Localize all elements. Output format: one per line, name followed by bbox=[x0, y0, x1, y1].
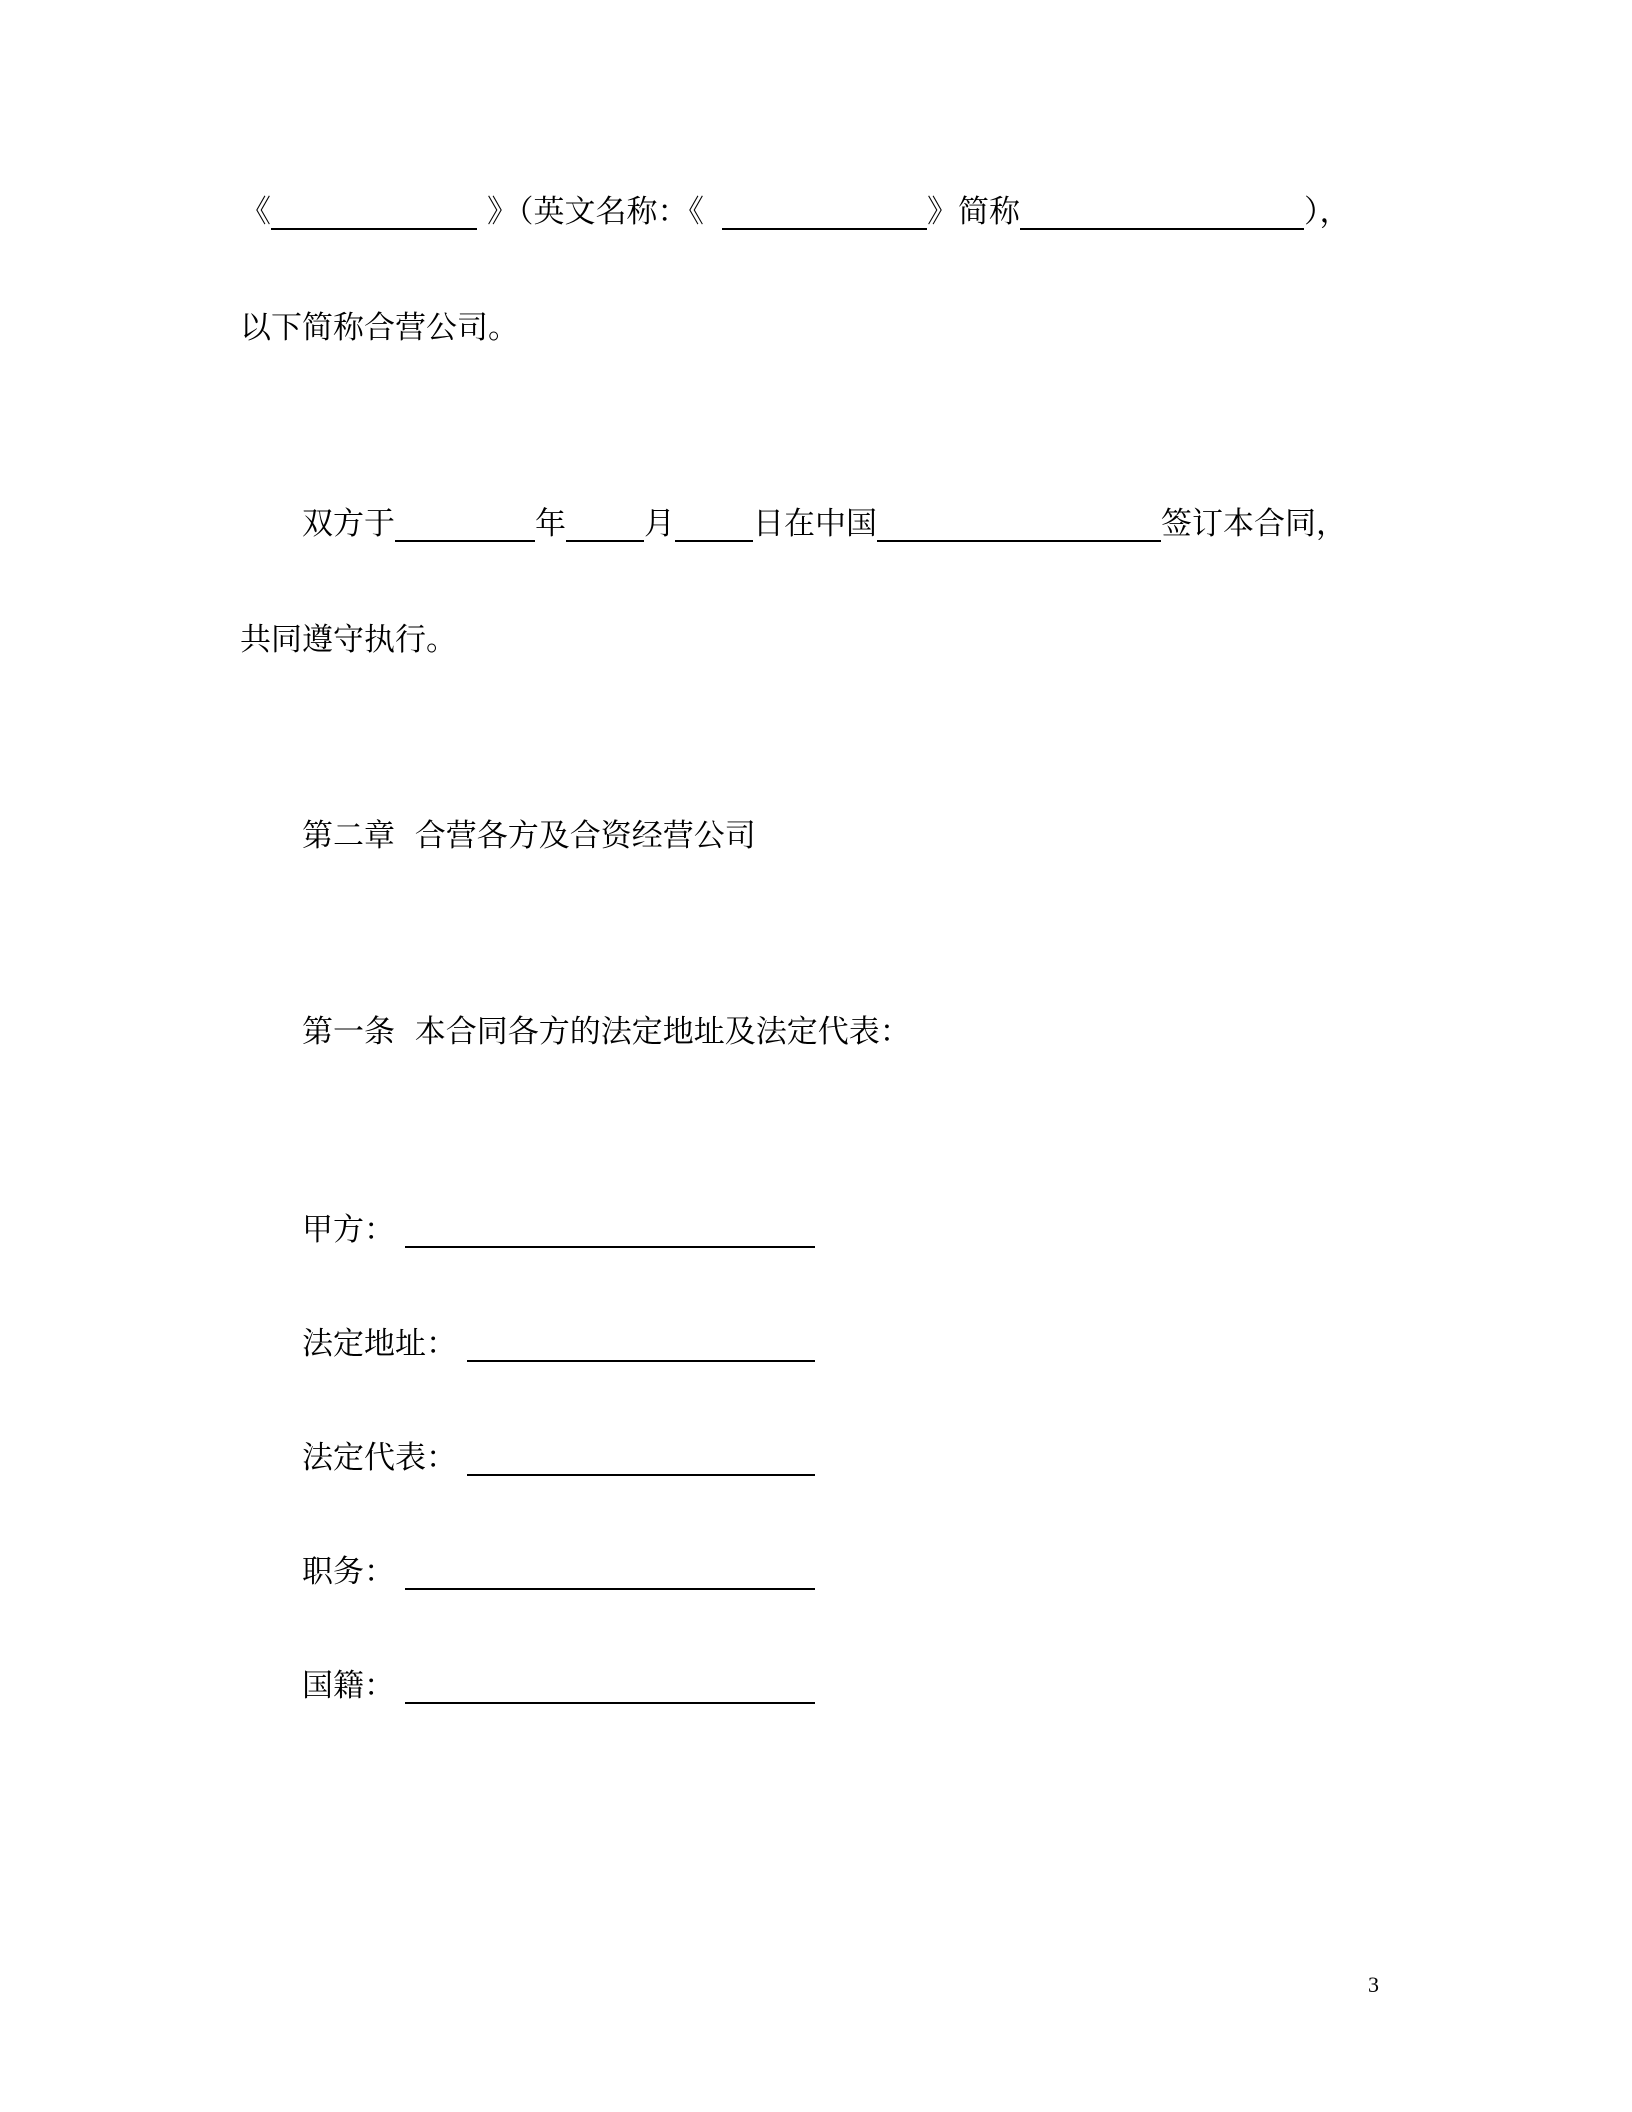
party-a-name-blank[interactable] bbox=[405, 1216, 815, 1248]
legal-address-blank[interactable] bbox=[467, 1330, 815, 1362]
signing-suffix: 签订本合同， bbox=[1161, 506, 1347, 542]
signing-prefix: 双方于 bbox=[302, 506, 395, 542]
short-name-blank[interactable] bbox=[1020, 198, 1304, 230]
chapter-title-text: 第二章 合营各方及合资经营公司 bbox=[302, 818, 756, 854]
day-blank[interactable] bbox=[675, 510, 753, 542]
location-blank[interactable] bbox=[877, 510, 1161, 542]
year-label: 年 bbox=[535, 506, 566, 542]
day-location-label: 日在中国 bbox=[753, 506, 877, 542]
nationality-row bbox=[302, 1664, 815, 1708]
chapter-title bbox=[302, 814, 756, 858]
position-blank[interactable] bbox=[405, 1558, 815, 1590]
year-blank[interactable] bbox=[395, 510, 535, 542]
nationality-blank[interactable] bbox=[405, 1672, 815, 1704]
joint-venture-line bbox=[240, 306, 519, 350]
legal-representative-blank[interactable] bbox=[467, 1444, 815, 1476]
nationality-label: 国籍： bbox=[302, 1668, 395, 1704]
signing-line bbox=[302, 502, 1347, 546]
party-a-name-label: 甲方： bbox=[302, 1212, 395, 1248]
company-name-line bbox=[240, 190, 1351, 234]
legal-address-row bbox=[302, 1322, 815, 1366]
legal-representative-row bbox=[302, 1436, 815, 1480]
open-quote: 《 bbox=[240, 194, 271, 230]
legal-address-label: 法定地址： bbox=[302, 1326, 457, 1362]
short-name-label: 》简称 bbox=[927, 194, 1020, 230]
page-number: 3 bbox=[1368, 1972, 1379, 1997]
chinese-name-blank[interactable] bbox=[271, 198, 477, 230]
party-a-name-row bbox=[302, 1208, 815, 1252]
english-name-blank[interactable] bbox=[722, 198, 927, 230]
article-one bbox=[302, 1010, 911, 1054]
position-label: 职务： bbox=[302, 1554, 395, 1590]
legal-representative-label: 法定代表： bbox=[302, 1440, 457, 1476]
article-one-text: 第一条 本合同各方的法定地址及法定代表： bbox=[302, 1014, 911, 1050]
month-label: 月 bbox=[644, 506, 675, 542]
comply-line bbox=[240, 618, 457, 662]
close-paren: ）， bbox=[1304, 194, 1351, 230]
english-name-label: 》（英文名称：《 bbox=[487, 194, 704, 230]
comply-text: 共同遵守执行。 bbox=[240, 622, 457, 658]
month-blank[interactable] bbox=[566, 510, 644, 542]
joint-venture-text: 以下简称合营公司。 bbox=[240, 310, 519, 346]
position-row bbox=[302, 1550, 815, 1594]
